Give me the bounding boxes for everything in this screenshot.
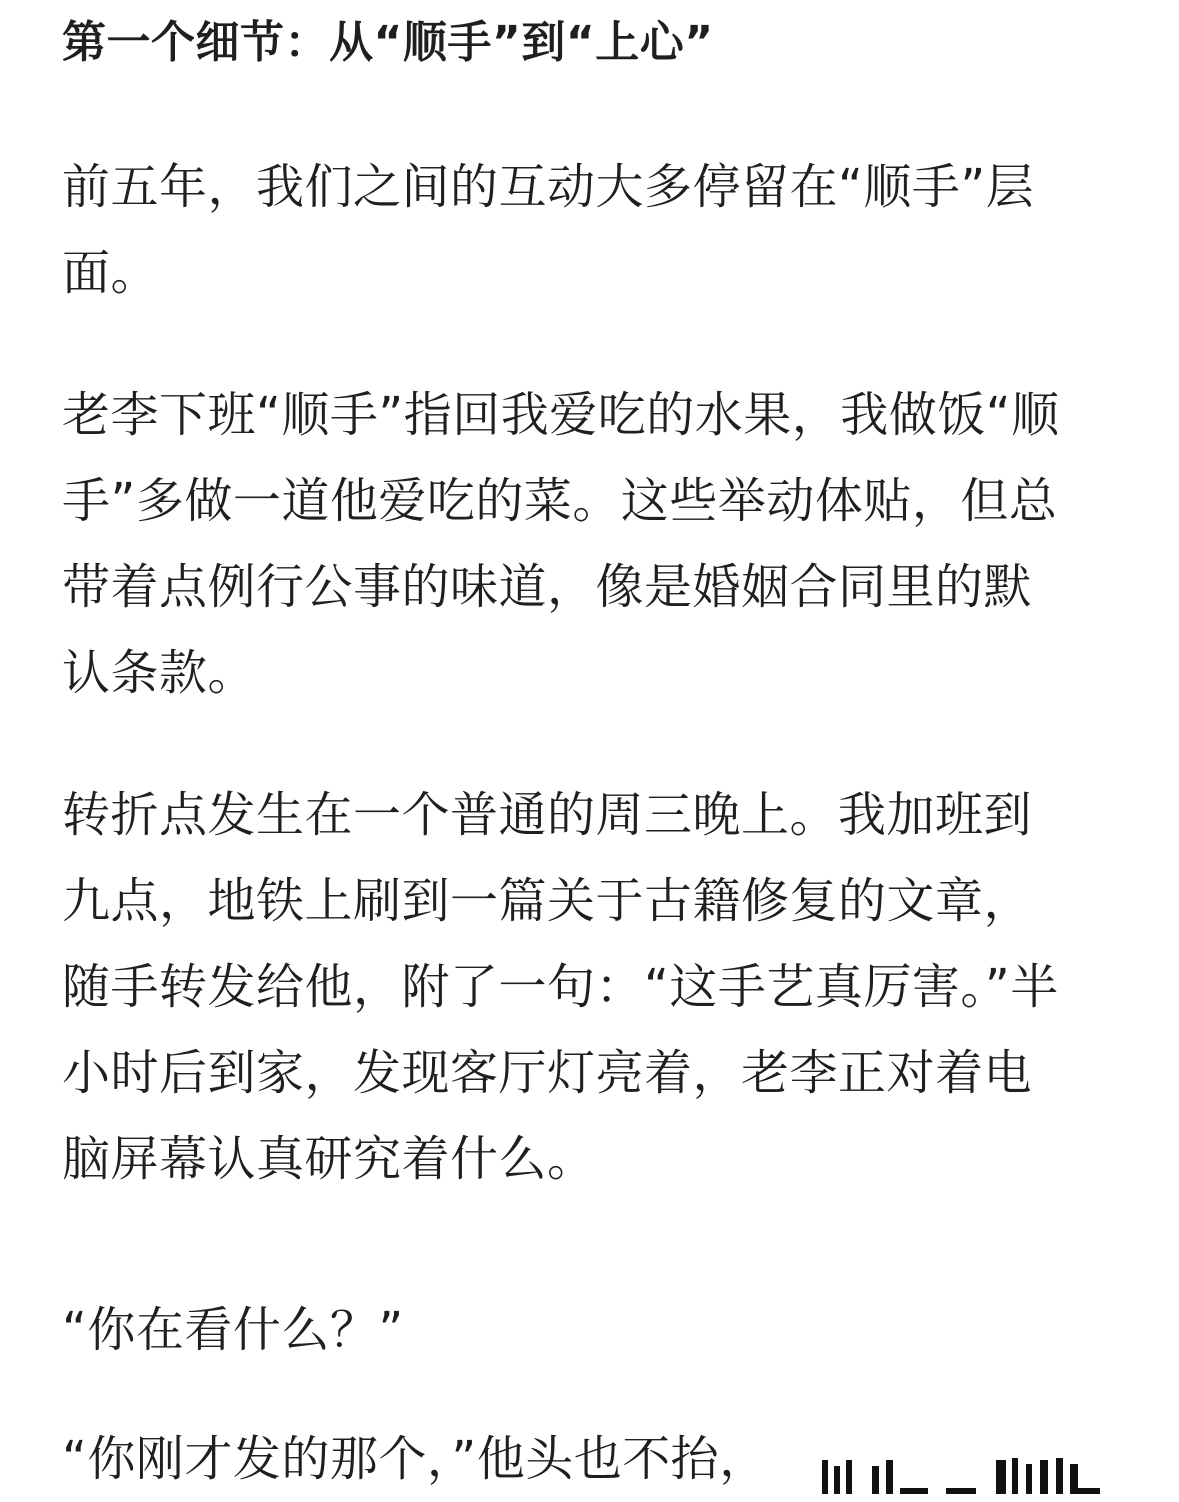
paragraph-2: 老李下班“顺手”指回我爱吃的水果，我做饭“顺 手”多做一道他爱吃的菜。这些举动体贴，但总 带着点例行公事的味道，像是婚姻合同里的默 认条款。 xyxy=(62,387,1060,701)
paragraph-1: 前五年，我们之间的互动大多停留在“顺手”层 面。 xyxy=(62,159,1035,301)
article-body xyxy=(62,0,1122,1502)
paragraph-3: 转折点发生在一个普通的周三晚上。我加班到 九点，地铁上刷到一篇关于古籍修复的文章， 随手转发给他，附了一句：“这手艺真厉害。”半 小时后到家，发现客厅灯亮着，老李正对着电 脑屏幕认真研究着什么。 xyxy=(62,787,1059,1187)
paragraph-4-quote: “你在看什么？” xyxy=(62,1302,404,1358)
watermark-logo xyxy=(814,1448,1118,1502)
paragraph-5-quote: “你刚才发的那个，”他头也不抬， xyxy=(62,1431,768,1487)
section-title: 第一个细节：从“顺手”到“上心” xyxy=(62,17,714,68)
